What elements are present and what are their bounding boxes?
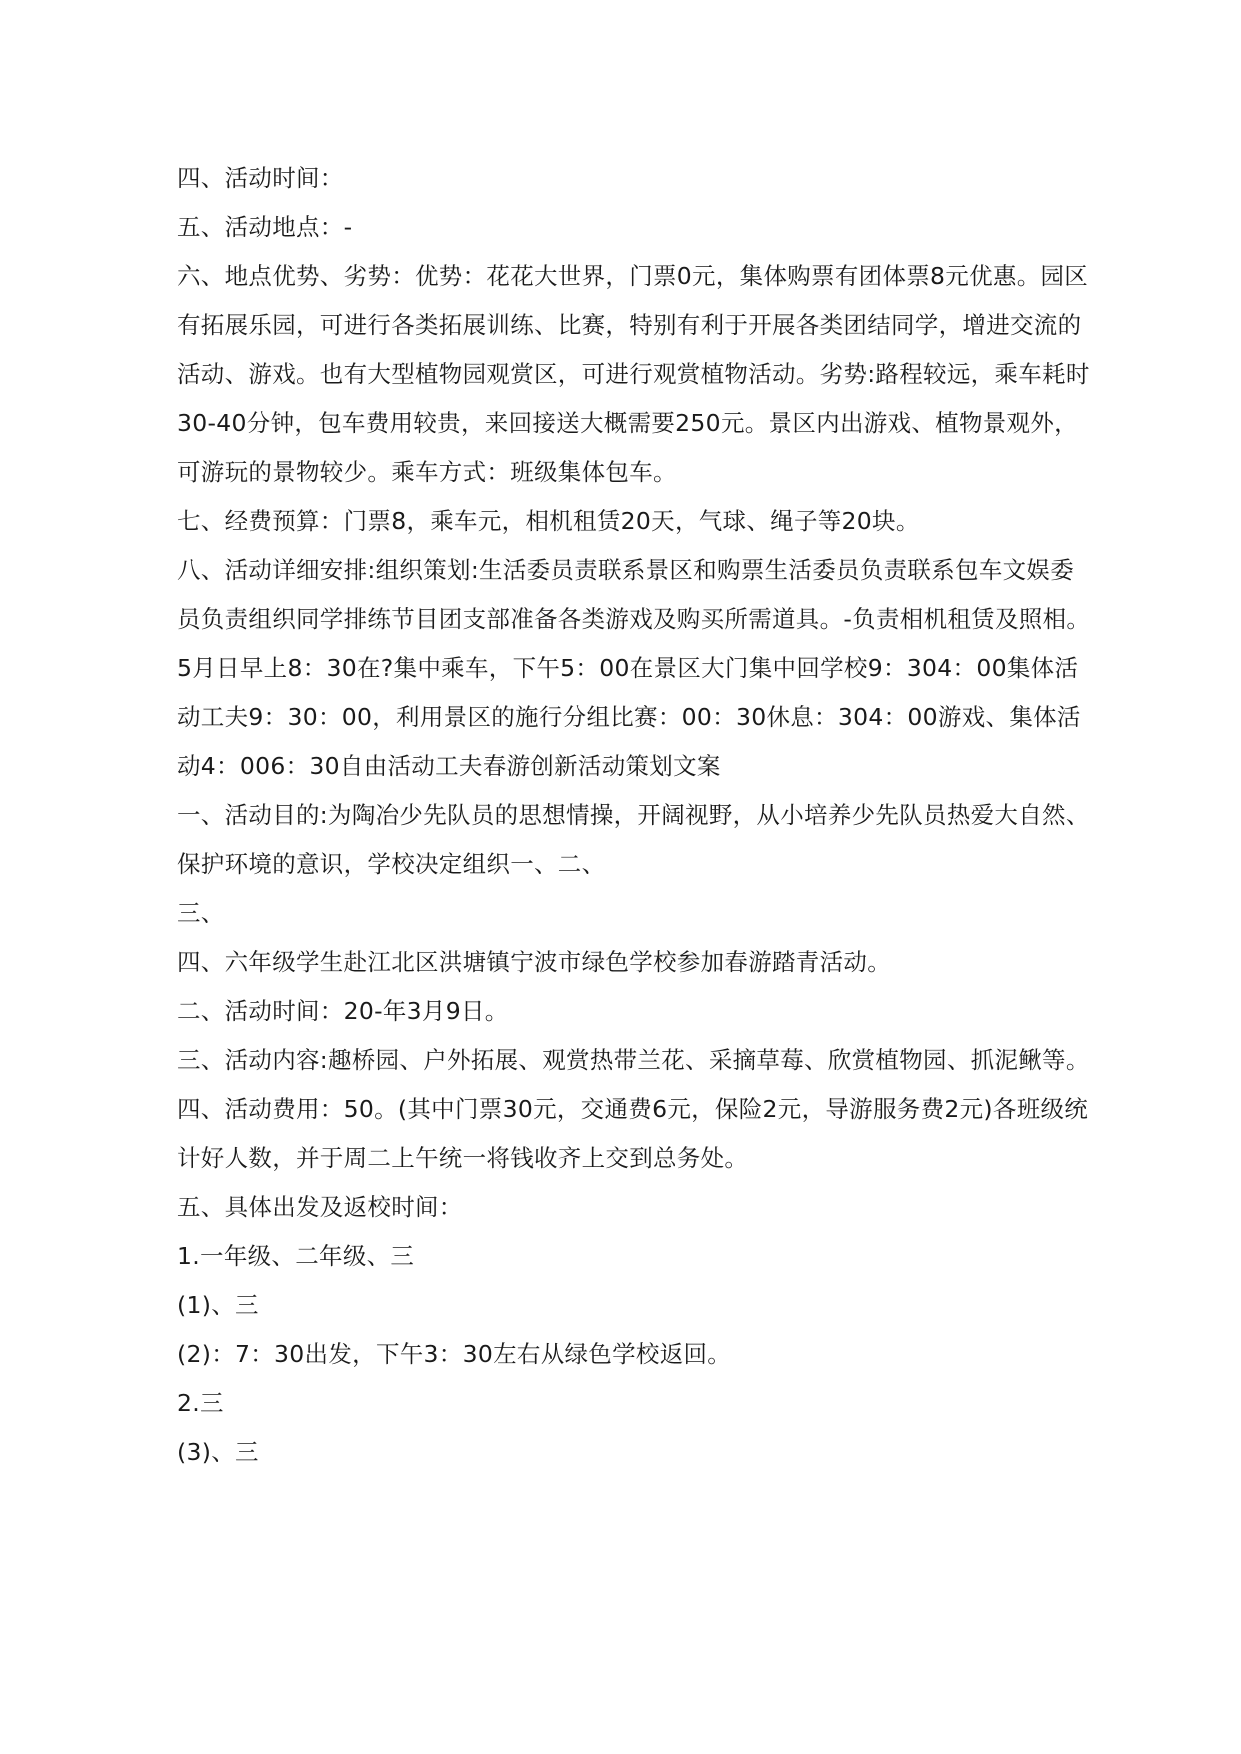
paragraph-activity-location: 五、活动地点：- [177, 213, 353, 241]
list-item-1: 1.一年级、二年级、三 [177, 1242, 415, 1270]
list-item-1-1: (1)、三 [177, 1291, 259, 1319]
paragraph-schedule: 5月日早上8：30在?集中乘车，下午5：00在景区大门集中回学校9：304：00集体活动工夫9：30：00，利用景区的施行分组比赛：00：30休息：304：00游戏、集体活动4：006：30自由活动工夫春游创新活动策划文案 [177, 654, 1081, 780]
paragraph-activity-date: 二、活动时间：20-年3月9日。 [177, 997, 509, 1025]
paragraph-three: 三、 [177, 899, 225, 927]
list-item-1-2: (2)：7：30出发，下午3：30左右从绿色学校返回。 [177, 1340, 732, 1368]
paragraph-detailed-arrangement: 八、活动详细安排:组织策划:生活委员责联系景区和购票生活委员负责联系包车文娱委员负责组织同学排练节目团支部准备各类游戏及购买所需道具。-负责相机租赁及照相。 [177, 556, 1091, 633]
paragraph-activity-content: 三、活动内容:趣桥园、户外拓展、观赏热带兰花、采摘草莓、欣赏植物园、抓泥鳅等。 [177, 1046, 1090, 1074]
paragraph-activity-fee: 四、活动费用：50。(其中门票30元，交通费6元，保险2元，导游服务费2元)各班级统计好人数，并于周二上午统一将钱收齐上交到总务处。 [177, 1095, 1089, 1172]
paragraph-location-pros-cons: 六、地点优势、劣势：优势：花花大世界，门票0元，集体购票有团体票8元优惠。园区有拓展乐园，可进行各类拓展训练、比赛，特别有利于开展各类团结同学，增进交流的活动、游戏。也有大型植物园观赏区，可进行观赏植物活动。劣势:路程较远，乘车耗时30-40分钟，包车费用较贵，来回接送大概需要250元。景区内出游戏、植物景观外，可游玩的景物较少。乘车方式：班级集体包车。 [177, 262, 1090, 486]
paragraph-activity-purpose: 一、活动目的:为陶冶少先队员的思想情操，开阔视野，从小培养少先队员热爱大自然、保护环境的意识，学校决定组织一、二、 [177, 801, 1090, 878]
paragraph-activity-time: 四、活动时间： [177, 164, 344, 192]
paragraph-sixth-grade: 四、六年级学生赴江北区洪塘镇宁波市绿色学校参加春游踏青活动。 [177, 948, 891, 976]
paragraph-budget: 七、经费预算：门票8，乘车元，相机租赁20天，气球、绳子等20块。 [177, 507, 920, 535]
list-item-2-3: (3)、三 [177, 1438, 259, 1466]
document-body [177, 154, 1097, 1477]
paragraph-departure-return: 五、具体出发及返校时间： [177, 1193, 463, 1221]
list-item-2: 2.三 [177, 1389, 224, 1417]
